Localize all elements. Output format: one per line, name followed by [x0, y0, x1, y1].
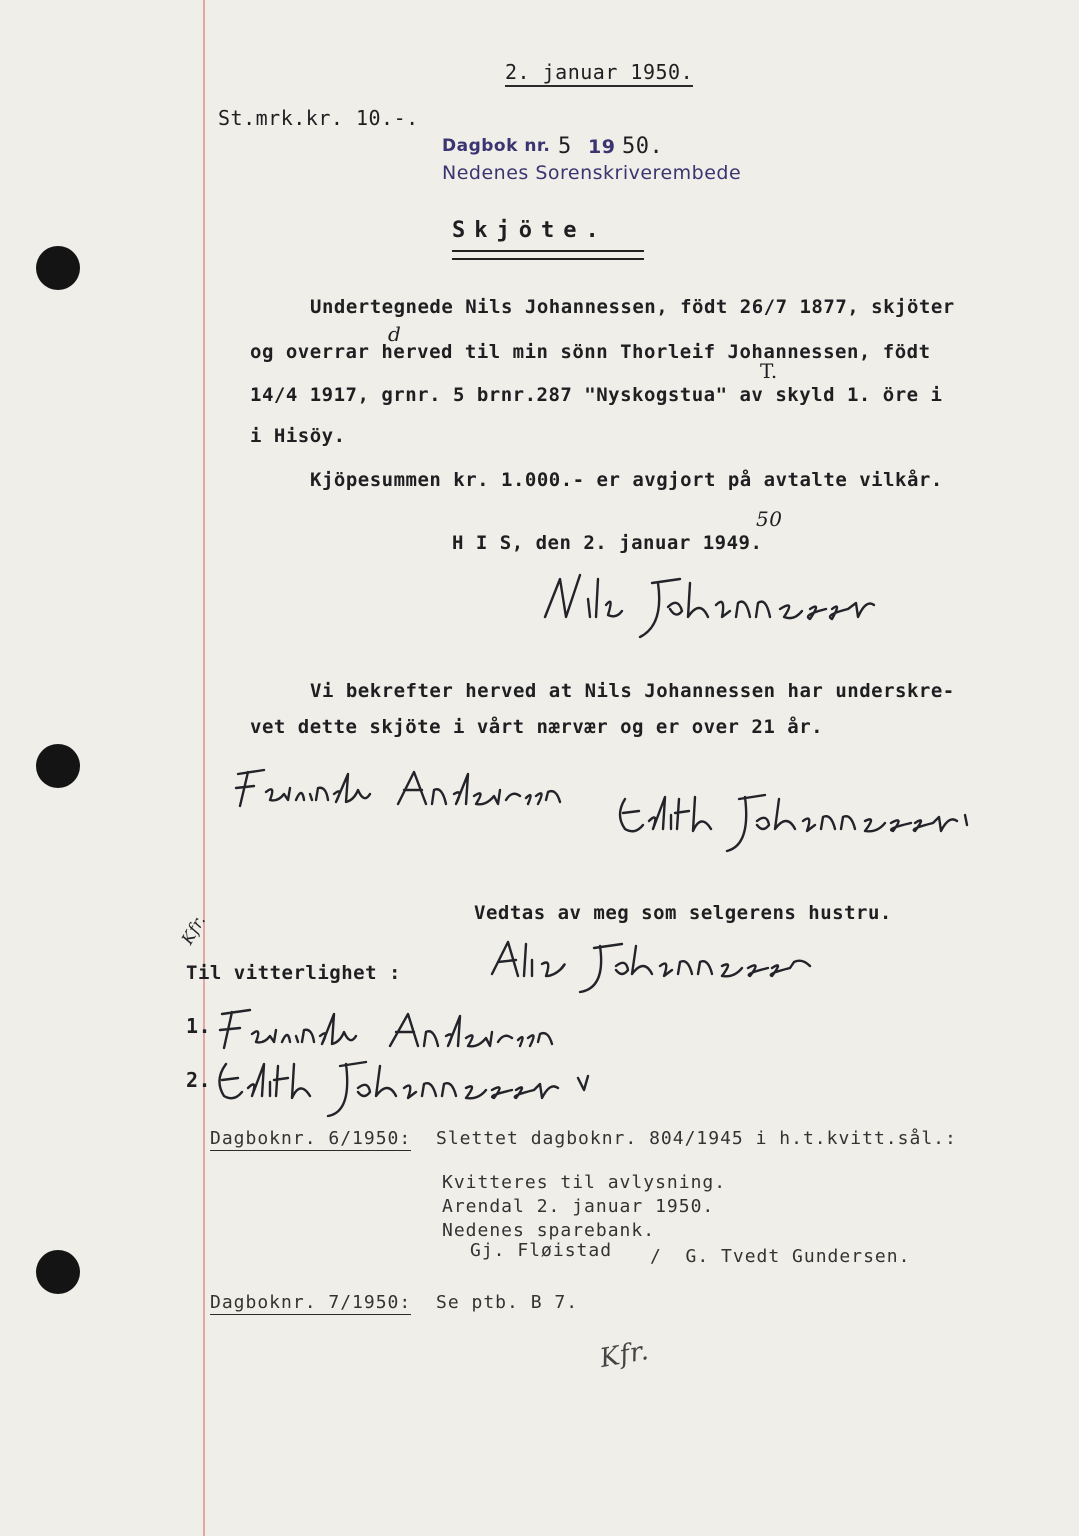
correction-t: T.	[760, 359, 778, 383]
punch-hole	[36, 744, 80, 788]
entry-2-label: Dagboknr. 7/1950:	[210, 1292, 412, 1313]
witness1-signature	[230, 760, 570, 820]
journal-year-suffix: 50.	[622, 134, 664, 159]
body-line-4: i Hisöy.	[250, 425, 346, 447]
year-correction: 50	[756, 507, 783, 531]
body-line-2: og overrar herved til min sönn Thorleif Johannessen, födt	[250, 341, 931, 363]
entry-1-line-4: Gj. Fløistad	[470, 1240, 613, 1261]
margin-rule	[203, 0, 205, 1536]
punch-hole	[36, 246, 80, 290]
vitterlighet-num-2: 2.	[186, 1068, 212, 1092]
entry-1-cosigner: / G. Tvedt Gundersen.	[650, 1246, 911, 1267]
entry-1-line-3: Nedenes sparebank.	[442, 1220, 656, 1241]
office-stamp: Nedenes Sorenskriverembede	[442, 162, 742, 184]
place-date: H I S, den 2. januar 1949.	[452, 532, 763, 554]
witness-statement-2: vet dette skjöte i vårt nærvær og er over 21 år.	[250, 716, 824, 738]
journal-number: 5	[558, 134, 572, 159]
vitterlighet-signature-2	[212, 1050, 592, 1115]
body-line-3: 14/4 1917, grnr. 5 brnr.287 "Nyskogstua" av skyld 1. öre i	[250, 384, 943, 406]
document-date: 2. januar 1950.	[505, 60, 693, 87]
punch-hole	[36, 1250, 80, 1294]
entry-1-label: Dagboknr. 6/1950:	[210, 1128, 412, 1149]
journal-year-prefix: 19	[588, 136, 616, 158]
stamp-duty: St.mrk.kr. 10.-.	[218, 106, 419, 130]
journal-stamp-label: Dagbok nr.	[442, 136, 551, 156]
vitterlighet-label: Til vitterlighet :	[186, 962, 401, 984]
footer-initials: Kfr.	[597, 1335, 652, 1375]
document-title: Skjöte.	[452, 218, 608, 243]
wife-statement: Vedtas av meg som selgerens hustru.	[474, 902, 892, 924]
body-line-1: Undertegnede Nils Johannessen, födt 26/7 1877, skjöter	[310, 296, 955, 318]
entry-1-text: Slettet dagboknr. 804/1945 i h.t.kvitt.sål.:	[436, 1128, 957, 1149]
entry-2-text: Se ptb. B 7.	[436, 1292, 579, 1313]
correction-d: d	[388, 322, 402, 346]
body-line-5: Kjöpesummen kr. 1.000.- er avgjort på avtalte vilkår.	[310, 469, 943, 491]
entry-1-line-2: Arendal 2. januar 1950.	[442, 1196, 715, 1217]
seller-signature	[540, 565, 880, 645]
entry-1-line-1: Kvitteres til avlysning.	[442, 1172, 727, 1193]
witness-statement-1: Vi bekrefter herved at Nils Johannessen har underskre-	[310, 680, 955, 702]
wife-signature	[488, 936, 818, 991]
title-underline	[452, 250, 644, 260]
vitterlighet-num-1: 1.	[186, 1014, 212, 1038]
margin-initials: Kfr.	[177, 911, 210, 948]
witness2-signature	[615, 785, 975, 855]
